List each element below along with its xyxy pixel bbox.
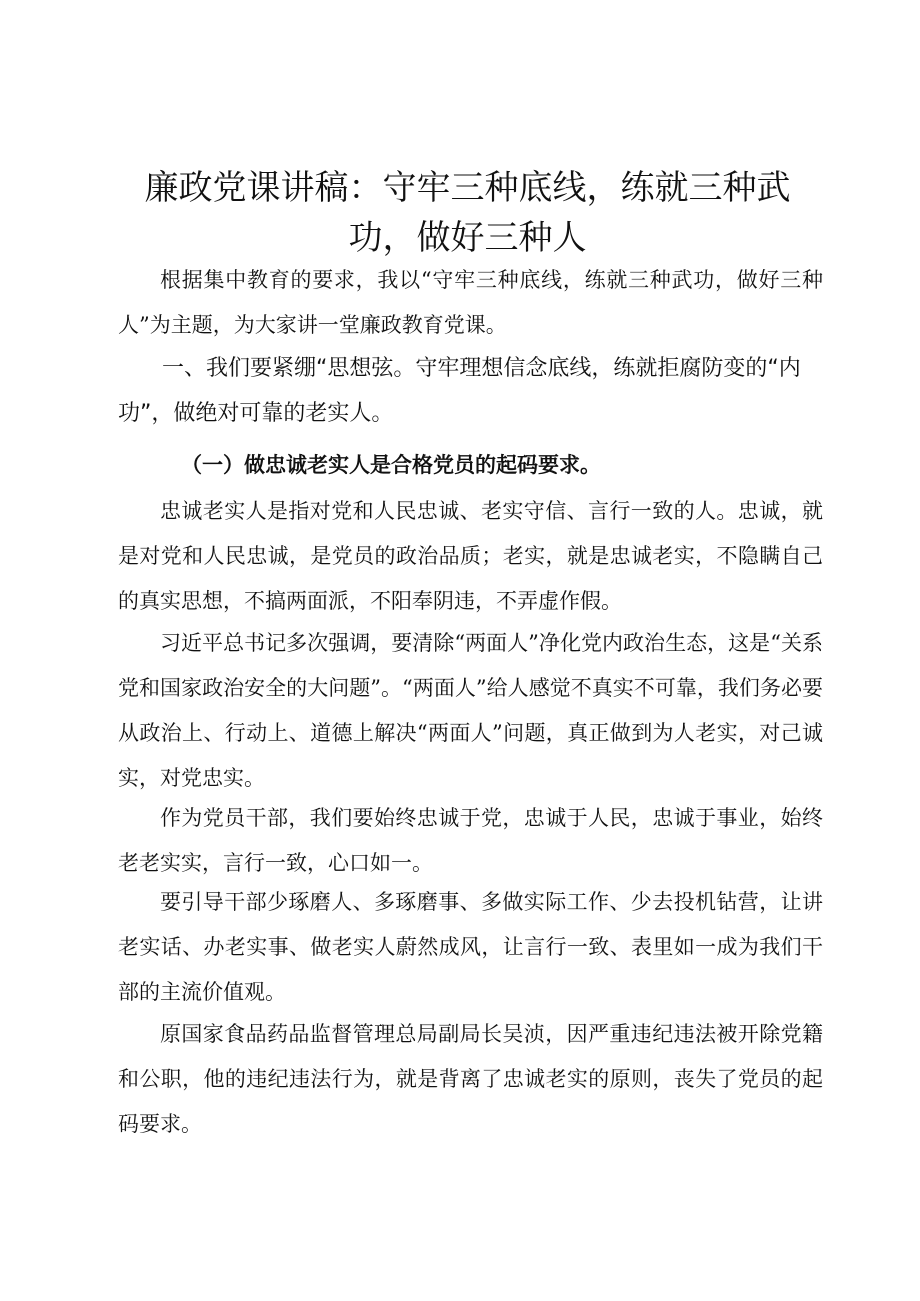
body-paragraph: 忠诚老实人是指对党和人民忠诚、老实守信、言行一致的人。忠诚，就是对党和人民忠诚，是党员的政治品质；老实，就是忠诚老实，不隐瞒自己的真实思想，不搞两面派，不阳奉阴违，不弄虚作假。 <box>118 499 823 613</box>
document-title-line-1: 廉政党课讲稿：守牢三种底线，练就三种武 <box>144 168 791 208</box>
section-heading-1: 一、我们要紧绷“思想弦。守牢理想信念底线，练就拒腐防变的“内功”，做绝对可靠的老实人。 <box>118 356 801 426</box>
intro-paragraph: 根据集中教育的要求，我以“守牢三种底线，练就三种武功，做好三种人”为主题，为大家讲一堂廉政教育党课。 <box>118 268 823 337</box>
document-title-line-2: 功，做好三种人 <box>348 218 587 258</box>
subsection-heading-1: （一）做忠诚老实人是合格党员的起码要求。 <box>181 452 601 477</box>
body-paragraph: 原国家食品药品监督管理总局副局长吴浈，因严重违纪违法被开除党籍和公职，他的违纪违法行为，就是背离了忠诚老实的原则，丧失了党员的起码要求。 <box>118 1022 823 1136</box>
body-paragraph: 要引导干部少琢磨人、多琢磨事、多做实际工作、少去投机钻营，让讲老实话、办老实事、做老实人蔚然成风，让言行一致、表里如一成为我们干部的主流价值观。 <box>118 890 823 1004</box>
document-title <box>110 163 825 263</box>
body-paragraph: 作为党员干部，我们要始终忠诚于党，忠诚于人民，忠诚于事业，始终老老实实，言行一致，心口如一。 <box>118 806 823 875</box>
body-paragraph: 习近平总书记多次强调，要清除“两面人”净化党内政治生态，这是“关系党和国家政治安全的大问题”。“两面人”给人感觉不真实不可靠，我们务必要从政治上、行动上、道德上解决“两面人”问题，真正做到为人老实，对己诚实，对党忠实。 <box>118 631 823 790</box>
